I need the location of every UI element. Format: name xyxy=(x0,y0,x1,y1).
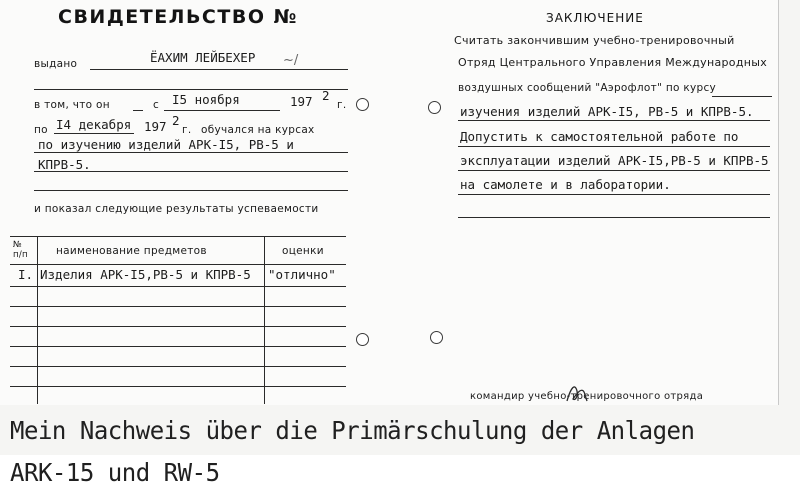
table-header-num: № п/п xyxy=(13,240,28,260)
from-label: с xyxy=(153,99,160,111)
table-row-1-subject: Изделия АРК-I5,РВ-5 и КПРВ-5 xyxy=(40,267,251,282)
to-year-digit: 2 xyxy=(172,113,180,128)
issued-label: выдано xyxy=(34,58,78,70)
conclusion-line-3: воздушных сообщений "Аэрофлот" по курсу xyxy=(458,82,717,94)
studied-on-label: обучался на курсах xyxy=(201,124,315,136)
conclusion-line-1: Считать закончившим учебно-тренировочный xyxy=(454,34,735,47)
name-scribble-mark: ~/ xyxy=(283,53,299,68)
punch-hole xyxy=(428,101,441,114)
course-line-1: по изучению изделий АРК-I5, РВ-5 и xyxy=(38,137,294,152)
course-line-2: КПРВ-5. xyxy=(38,157,91,172)
results-label: и показал следующие результаты успеваемости xyxy=(34,203,319,215)
punch-hole xyxy=(356,333,369,346)
conclusion-line-6: эксплуатации изделий АРК-I5,РВ-5 и КПРВ-5 xyxy=(460,153,769,168)
caption-text: Mein Nachweis über die Primärschulung der Anlagen ARK-15 und RW-5 xyxy=(10,416,695,487)
from-date: I5 ноября xyxy=(172,92,240,107)
table-header-subject: наименование предметов xyxy=(56,245,207,257)
conclusion-line-7: на самолете и в лаборатории. xyxy=(460,177,671,192)
from-year-suffix: г. xyxy=(337,99,347,111)
to-year-prefix: 197 xyxy=(144,119,167,134)
to-year-suffix: г. xyxy=(182,124,192,136)
certificate-title: СВИДЕТЕЛЬСТВО № xyxy=(58,6,298,28)
issued-to-name: ЁАХИМ ЛЕЙБЕХЕР xyxy=(150,50,256,65)
to-label: по xyxy=(34,124,48,136)
commander-signature xyxy=(563,381,597,405)
punch-hole xyxy=(430,331,443,344)
from-year-prefix: 197 xyxy=(290,94,313,109)
table-row-1-num: I. xyxy=(18,267,34,282)
conclusion-line-4: изучения изделий АРК-I5, РВ-5 и КПРВ-5. xyxy=(460,104,754,119)
in-that-label: в том, что он xyxy=(34,99,110,111)
conclusion-line-5: Допустить к самостоятельной работе по xyxy=(460,129,739,144)
commander-label: командир учебно-тренировочного отряда xyxy=(470,391,704,402)
conclusion-title: ЗАКЛЮЧЕНИЕ xyxy=(546,11,644,25)
table-header-grade: оценки xyxy=(282,245,324,257)
from-year-digit: 2 xyxy=(322,88,330,103)
to-date: I4 декабря xyxy=(56,117,132,132)
punch-hole xyxy=(356,98,369,111)
table-row-1-grade: "отлично" xyxy=(268,267,336,282)
conclusion-line-2: Отряд Центрального Управления Международных xyxy=(458,56,768,69)
